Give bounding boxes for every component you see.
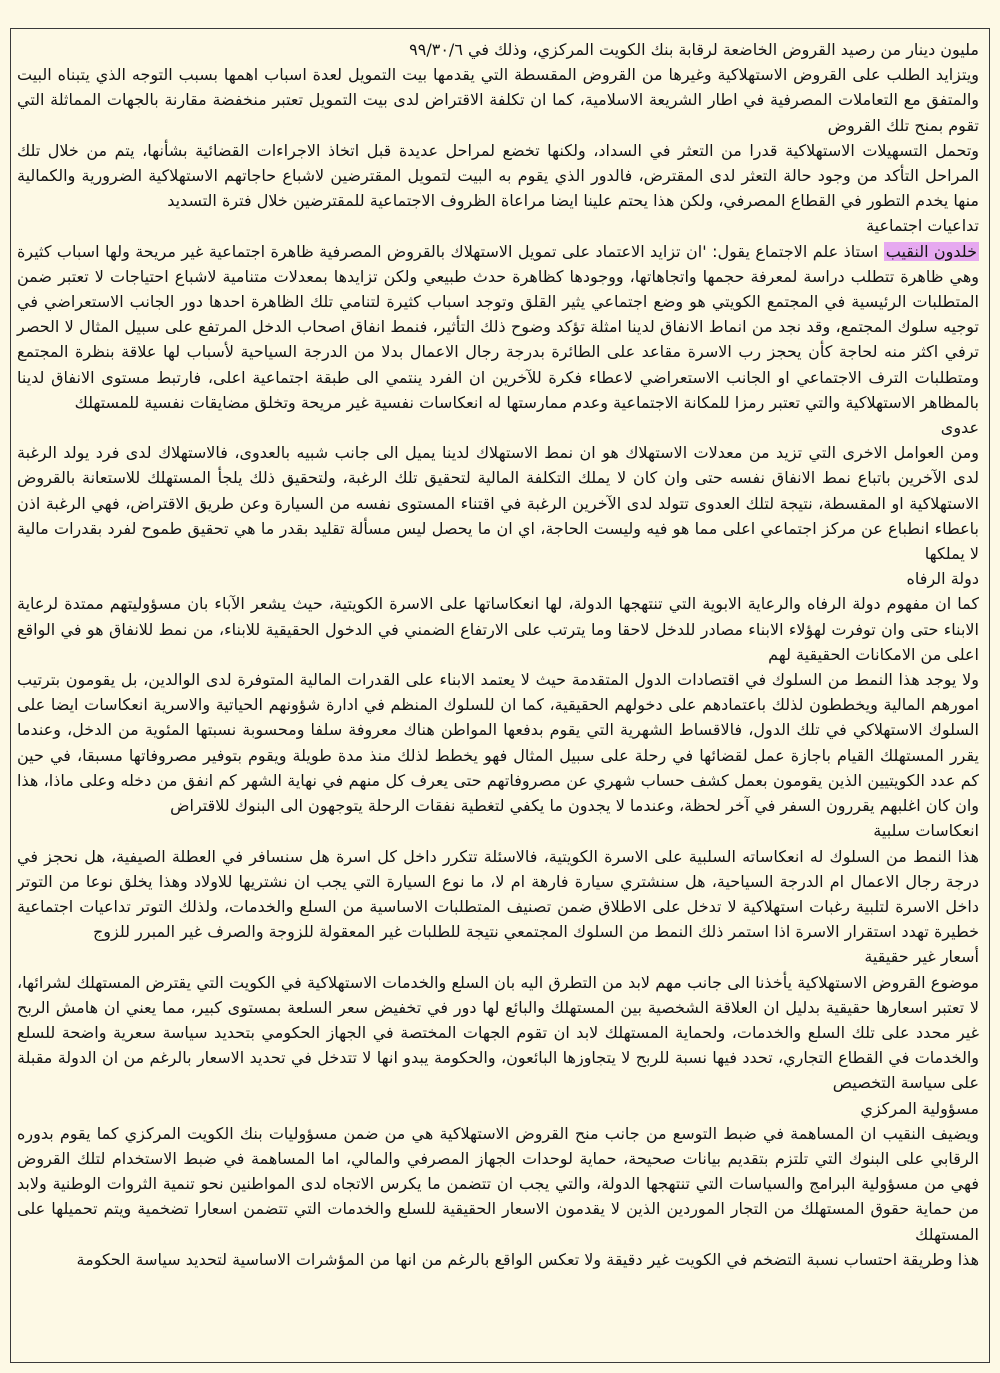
section-heading: دولة الرفاه	[906, 569, 979, 589]
paragraph: كما ان مفهوم دولة الرفاه والرعاية الابوية التي تنتهجها الدولة، لها انعكاساتها على الاسرة الكويتية، حيث يشعر الآباء بان مسؤوليتهم ممتدة لرعاية الابناء حتى وان توفرت لهؤلاء الابناء مصادر للدخل لاحقا وما يترتب على الارتفاع الضمني في الدخول الحقيقية للابناء، من نمط للانفاق هو في الواقع اعلى من الامكانات الحقيقية لهم	[17, 594, 979, 664]
section-heading: أسعار غير حقيقية	[864, 947, 979, 967]
paragraph: ويتزايد الطلب على القروض الاستهلاكية وغيرها من القروض المقسطة التي يقدمها بيت التمويل لعدة اسباب اهمها بسبب التوجه الذي يتبناه البيت والمتفق مع التعاملات المصرفية في اطار الشريعة الاسلامية، كما ان تكلفة الاقتراض لدى بيت التمويل تعتبر منخفضة مقارنة بالجهات المماثلة التي تقوم بمنح تلك القروض	[17, 65, 979, 135]
article-page	[10, 28, 990, 1363]
paragraph: موضوع القروض الاستهلاكية يأخذنا الى جانب مهم لابد من التطرق اليه بان السلع والخدمات الاستهلاكية في الكويت التي يقترض المستهلك لشرائها، لا تعتبر اسعارها حقيقية بدليل ان العلاقة الشخصية بين المستهلك والبائع لها دور في تخفيض سعر السلعة بمستوى كبير، مما يعني ان هامش الربح غير محدد على تلك السلع والخدمات، ولحماية المستهلك لابد ان تقوم الجهات المختصة في الجهاز الحكومي بتحديد سياسة سعرية واضحة للسلع والخدمات في القطاع التجاري، تحدد فيها نسبة للربح لا يتجاوزها البائعون، والحكومة يبدو انها لا تتدخل في تحديد الاسعار بالرغم من ان الدولة مقبلة على سياسة التخصيص	[17, 972, 979, 1093]
section-heading: تداعيات اجتماعية	[866, 216, 979, 236]
section-heading: مسؤولية المركزي	[860, 1098, 979, 1118]
paragraph-text: استاذ علم الاجتماع يقول: 'ان تزايد الاعتماد على تمويل الاستهلاك بالقروض المصرفية ظاهرة اجتماعية غير مريحة ولها اسباب كثيرة وهي ظاهرة تتطلب دراسة لمعرفة حجمها واتجاهاتها، ووجودها كظاهرة حدث طبيعي ولكن تزايدها بمعدلات متنامية لاشباع احتياجات لا تعتبر ضمن المتطلبات الرئيسية في المجتمع الكويتي هو وضع اجتماعي يثير القلق وتوجد اسباب كثيرة لتنامي تلك الظاهرة احدها دور الجانب الاستعراضي في توجيه سلوك المجتمع، وقد نجد من انماط الانفاق لدينا امثلة تؤكد وضوح ذلك التأثير، فنمط انفاق اصحاب الدخل المرتفع على سبيل المثال لا الحصر ترفي اكثر منه لحاجة كأن يحجز رب الاسرة مقاعد على الطائرة بدرجة رجال الاعمال بدلا من الدرجة السياحية لأسباب لها علاقة بنظرة المجتمع ومتطلبات الترف الاجتماعي او الجانب الاستعراضي لاعطاء فكرة للآخرين ان الفرد ينتمي الى طبقة اجتماعية اعلى، فارتبط مستوى الانفاق لدينا بالمظاهر الاستهلاكية والتي تعتبر رمزا للمكانة الاجتماعية وعدم ممارستها له انعكاسات نفسية غير مريحة وتخلق مضايقات نفسية للمستهلك	[17, 241, 979, 412]
paragraph-quote	[17, 239, 979, 415]
paragraph: وتحمل التسهيلات الاستهلاكية قدرا من التعثر في السداد، ولكنها تخضع لمراحل عديدة قبل اتخاذ الاجراءات القضائية بشأنها، يتم من خلال تلك المراحل التأكد من وجود حالة التعثر لدى المقترض، فالدور الذي يقوم به البيت لتمويل المقترضين لاشباع حاجاتهم الاستهلاكية الضرورية والكمالية منها يخدم التطور في القطاع المصرفي، ولكن هذا يحتم علينا ايضا مراعاة الظروف الاجتماعية للمقترضين خلال فترة التسديد	[17, 140, 979, 211]
highlighted-name: خلدون النقيب	[885, 241, 977, 261]
paragraph: ولا يوجد هذا النمط من السلوك في اقتصادات الدول المتقدمة حيث لا يعتمد الابناء على القدرات المالية المتوفرة لدى الوالدين، بل يقومون بترتيب امورهم المالية ويخططون لذلك باعتمادهم على دخولهم الحقيقية، كما ان للسلوك المنظم في ادارة شؤونهم الحياتية والاسرية انعكاسات ايضا على السلوك الاستهلاكي في تلك الدول، فالاقساط الشهرية التي يقوم بدفعها المواطن هناك معروفة سلفا ومحسوبة نسبتها المئوية من الدخل، وعندما يقرر المستهلك القيام باجازة عمل لقضائها في رحلة على سبيل المثال فهو يخطط لذلك منذ مدة طويلة ويقوم بتوفير مصروفاتها مسبقا، في حين كم عدد الكويتيين الذين يقومون بعمل كشف حساب شهري عن مصروفاتهم حتى يعرف كل منهم في نهاية الشهر كم انفق من دخله وعلى ماذا، هذا وان كان اغلبهم يقررون السفر في آخر لحظة، وعندما لا يجدون ما يكفي لتغطية نفقات الرحلة يتوجهون الى البنوك للاقتراض	[17, 670, 979, 816]
paragraph: مليون دينار من رصيد القروض الخاضعة لرقابة بنك الكويت المركزي، وذلك في ٩٩/٣٠/٦	[409, 40, 979, 59]
section-heading: انعكاسات سلبية	[873, 821, 979, 841]
section-heading: عدوى	[940, 418, 979, 438]
paragraph: هذا وطريقة احتساب نسبة التضخم في الكويت غير دقيقة ولا تعكس الواقع بالرغم من انها من المؤشرات الاساسية لتحديد سياسة الحكومة	[76, 1249, 979, 1269]
paragraph: ويضيف النقيب ان المساهمة في ضبط التوسع من جانب منح القروض الاستهلاكية هي من ضمن مسؤوليات بنك الكويت المركزي كما يقوم بدوره الرقابي على البنوك التي تلتزم بتقديم بيانات صحيحة، حماية لوحدات الجهاز المصرفي والمالي، اما المساهمة في ضبط الاستخدام لتلك القروض فهي من مسؤولية البرامج والسياسات التي تنتهجها الدولة، والتي يجب ان تتضمن ما يكرس الاتجاه لدى المواطنين نحو تنمية الثروات الوطنية ولابد من حماية حقوق المستهلك من التجار الموردين الذين لا يقدمون الاسعار الحقيقية للسلع والخدمات التي تتضمن اسعارا تضخمية ويتم تحميلها على المستهلك	[17, 1123, 979, 1244]
paragraph: ومن العوامل الاخرى التي تزيد من معدلات الاستهلاك هو ان نمط الاستهلاك لدينا يميل الى جانب شبيه بالعدوى، فالاستهلاك لدى فرد يولد الرغبة لدى الآخرين باتباع نمط الانفاق نفسه حتى وان كان لا يملك التكلفة المالية لتحقيق تلك الرغبة، ولتحقيق ذلك يلجأ المستهلك للاستعانة بالقروض الاستهلاكية او المقسطة، نتيجة لتلك العدوى تتولد لدى الآخرين الرغبة في اقتناء المستوى نفسه من السيارة وعن طريق الاقتراض، فهي الرغبة اذن باعطاء انطباع عن مركز اجتماعي اعلى مما هو فيه وليست الحاجة، اي ان ما يحصل ليس مسألة تقليد بقدر ما هي تحقيق طموح لفرد بقدرات مالية لا يملكها	[17, 443, 979, 564]
paragraph: هذا النمط من السلوك له انعكاساته السلبية على الاسرة الكويتية، فالاسئلة تتكرر داخل كل اسرة هل سنسافر في العطلة الصيفية، هل نحجز في درجة رجال الاعمال ام الدرجة السياحية، هل سنشتري سيارة فارهة ام لا، ما نوع السيارة التي يجب ان نشتريها للاولاد وهذا يخلق نوعا من التوتر داخل الاسرة لتلبية رغبات استهلاكية لا تدخل على الاطلاق ضمن تصنيف المتطلبات الاساسية من السلع والخدمات، ولذلك التوتر تداعيات اجتماعية خطيرة تهدد استقرار الاسرة اذا استمر ذلك النمط من السلوك المجتمعي نتيجة للطلبات غير المعقولة للزوجة والصرف غير المبرر للزوج	[17, 846, 979, 942]
